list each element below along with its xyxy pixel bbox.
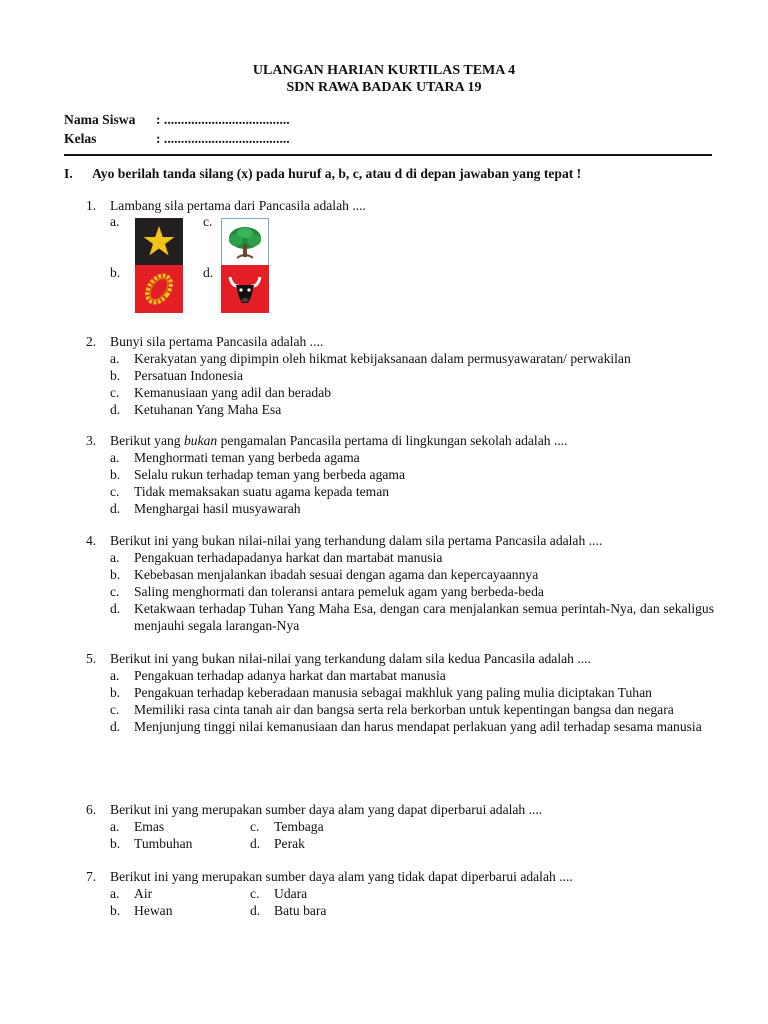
option-letter-d: d. — [203, 265, 214, 280]
school-name: SDN RAWA BADAK UTARA 19 — [286, 80, 482, 95]
option-a[interactable] — [110, 549, 714, 566]
option-letter: d. — [110, 601, 121, 616]
star-icon — [135, 218, 183, 266]
option-letter: c. — [250, 819, 260, 834]
option-text: Kerakyatan yang dipimpin oleh hikmat kebijaksanaan dalam permusyawaratan/ perwakilan — [134, 351, 631, 366]
option-d[interactable] — [110, 718, 714, 735]
option-text: Udara — [274, 886, 308, 901]
option-text: Emas — [134, 819, 165, 834]
option-list — [110, 449, 714, 517]
option-c[interactable] — [110, 701, 714, 718]
question-text: Berikut ini yang merupakan sumber daya alam yang dapat diperbarui adalah .... — [110, 802, 543, 817]
question-text: Lambang sila pertama dari Pancasila adalah .... — [110, 198, 366, 213]
question-1-image-options — [110, 213, 290, 323]
option-row — [110, 902, 714, 919]
option-letter: c. — [110, 702, 120, 717]
option-c[interactable] — [110, 483, 714, 500]
option-letter: a. — [110, 351, 120, 366]
option-text: Kebebasan menjalankan ibadah sesuai dengan agama dan kepercayaannya — [134, 567, 539, 582]
option-letter: b. — [110, 903, 121, 918]
question-6 — [86, 801, 714, 852]
instruction-text: Ayo berilah tanda silang (x) pada huruf a, b, c, atau d di depan jawaban yang tepat ! — [92, 166, 582, 181]
option-text: Menjunjung tinggi nilai kemanusiaan dan harus mendapat perlakuan yang adil terhadap sesama manusia — [134, 719, 702, 734]
option-letter: a. — [110, 550, 120, 565]
option-letter: b. — [110, 567, 121, 582]
question-number: 6. — [86, 802, 97, 817]
question-text-emphasis: bukan — [184, 433, 218, 448]
option-letter: c. — [250, 886, 260, 901]
option-letter: a. — [110, 886, 120, 901]
option-text: Ketakwaan terhadap Tuhan Yang Maha Esa, dengan cara menjalankan semua perintah-Nya, dan sekaligus menjauhi segala larangan-Nya — [134, 601, 714, 633]
option-text: Perak — [274, 836, 305, 851]
option-text: Tumbuhan — [134, 836, 193, 851]
option-a[interactable] — [110, 885, 250, 902]
chain-icon — [135, 265, 183, 313]
option-text: Menghormati teman yang berbeda agama — [134, 450, 360, 465]
question-text-end: pengamalan Pancasila pertama di lingkungan sekolah adalah .... — [217, 433, 568, 448]
option-a[interactable] — [110, 818, 250, 835]
option-text: Saling menghormati dan toleransi antara pemeluk agam yang berbeda-beda — [134, 584, 544, 599]
option-text: Memiliki rasa cinta tanah air dan bangsa serta rela berkorban untuk kepentingan bangsa dan negara — [134, 702, 674, 717]
option-b[interactable] — [110, 835, 250, 852]
option-row — [110, 818, 714, 835]
option-text: Tembaga — [274, 819, 324, 834]
option-letter-a: a. — [110, 214, 120, 229]
option-text: Hewan — [134, 903, 173, 918]
banyan-tree-icon — [221, 218, 269, 266]
option-b[interactable] — [110, 684, 714, 701]
option-d[interactable] — [110, 500, 714, 517]
option-list — [110, 350, 714, 418]
question-text — [110, 432, 714, 449]
question-5 — [86, 650, 714, 735]
option-b[interactable] — [110, 466, 714, 483]
option-c[interactable] — [110, 384, 714, 401]
question-number: 1. — [86, 198, 97, 213]
option-b[interactable] — [110, 566, 714, 583]
option-d[interactable] — [110, 600, 714, 634]
student-name-label: Nama Siswa — [64, 112, 136, 127]
option-letter: d. — [250, 836, 261, 851]
question-text: Berikut ini yang bukan nilai-nilai yang terkandung dalam sila kedua Pancasila adalah .... — [110, 651, 591, 666]
student-name-blank: : ..................................... — [156, 112, 290, 127]
option-d[interactable] — [250, 835, 305, 852]
option-a[interactable] — [110, 667, 714, 684]
option-list — [110, 818, 714, 852]
class-field — [64, 130, 290, 147]
option-text: Pengakuan terhadapadanya harkat dan martabat manusia — [134, 550, 443, 565]
option-c[interactable] — [250, 818, 324, 835]
header-divider — [64, 154, 712, 156]
option-list — [110, 885, 714, 919]
class-blank: : ..................................... — [156, 131, 290, 146]
question-text: Berikut ini yang merupakan sumber daya alam yang tidak dapat diperbarui adalah .... — [110, 869, 573, 884]
option-letter-b: b. — [110, 265, 121, 280]
option-text: Pengakuan terhadap adanya harkat dan martabat manusia — [134, 668, 446, 683]
option-a[interactable] — [110, 350, 714, 367]
option-c[interactable] — [250, 885, 307, 902]
option-letter: d. — [250, 903, 261, 918]
option-letter: b. — [110, 836, 121, 851]
question-1 — [86, 197, 714, 214]
option-d[interactable] — [110, 401, 714, 418]
option-list — [110, 667, 714, 735]
question-number: 7. — [86, 869, 97, 884]
option-c[interactable] — [110, 583, 714, 600]
option-text: Kemanusiaan yang adil dan beradab — [134, 385, 332, 400]
option-b[interactable] — [110, 902, 250, 919]
section-number: I. — [64, 166, 73, 181]
option-text: Ketuhanan Yang Maha Esa — [134, 402, 282, 417]
option-text: Menghargai hasil musyawarah — [134, 501, 301, 516]
option-letter: d. — [110, 402, 121, 417]
option-text: Selalu rukun terhadap teman yang berbeda agama — [134, 467, 406, 482]
question-text: Berikut ini yang bukan nilai-nilai yang terhandung dalam sila pertama Pancasila adalah .... — [110, 533, 603, 548]
class-label: Kelas — [64, 131, 97, 146]
option-text: Batu bara — [274, 903, 327, 918]
option-text: Pengakuan terhadap keberadaan manusia sebagai makhluk yang paling mulia diciptakan Tuhan — [134, 685, 652, 700]
option-text: Persatuan Indonesia — [134, 368, 244, 383]
option-row — [110, 835, 714, 852]
section-instruction — [64, 165, 581, 182]
question-7 — [86, 868, 714, 919]
question-text-start: Berikut yang — [110, 433, 184, 448]
bull-head-icon — [221, 265, 269, 313]
student-name-field — [64, 111, 290, 128]
question-number: 4. — [86, 533, 97, 548]
question-text: Bunyi sila pertama Pancasila adalah .... — [110, 334, 324, 349]
option-letter: d. — [110, 719, 121, 734]
option-d[interactable] — [250, 902, 326, 919]
option-letter: b. — [110, 368, 121, 383]
option-letter-c: c. — [203, 214, 213, 229]
option-text: Tidak memaksakan suatu agama kepada teman — [134, 484, 390, 499]
option-text: Air — [134, 886, 153, 901]
option-letter: c. — [110, 484, 120, 499]
exam-title: ULANGAN HARIAN KURTILAS TEMA 4 — [252, 63, 516, 78]
question-number: 3. — [86, 433, 97, 448]
question-3 — [86, 432, 714, 517]
option-a[interactable] — [110, 449, 714, 466]
option-letter: a. — [110, 819, 120, 834]
option-b[interactable] — [110, 367, 714, 384]
option-list — [110, 549, 714, 634]
option-letter: a. — [110, 450, 120, 465]
option-row — [110, 885, 714, 902]
option-letter: b. — [110, 685, 121, 700]
question-2 — [86, 333, 714, 418]
option-letter: d. — [110, 501, 121, 516]
question-number: 5. — [86, 651, 97, 666]
option-letter: b. — [110, 467, 121, 482]
option-letter: c. — [110, 584, 120, 599]
option-letter: a. — [110, 668, 120, 683]
option-letter: c. — [110, 385, 120, 400]
question-4 — [86, 532, 714, 634]
question-number: 2. — [86, 334, 97, 349]
